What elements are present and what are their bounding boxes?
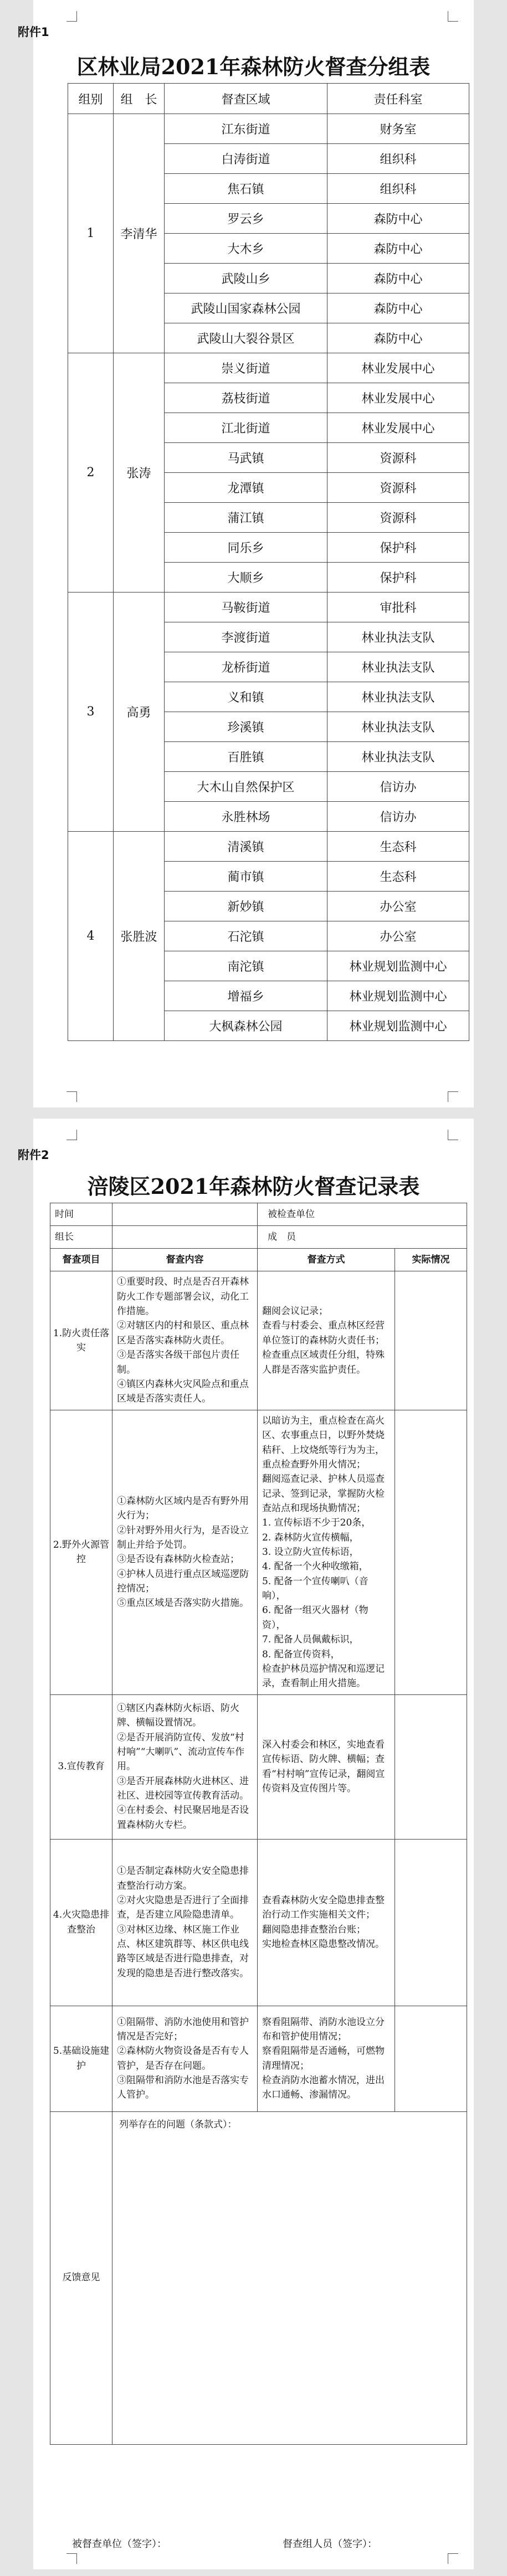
- content-item: ②对辖区内的村和景区、重点林区是否落实森林防火责任。: [117, 1320, 249, 1346]
- section-content: [112, 1839, 258, 2006]
- area-cell: 白涛街道: [165, 144, 327, 174]
- crop-mark: [66, 1130, 77, 1140]
- content-item: ③是否设有森林防火检查站；: [117, 1554, 239, 1565]
- dept-cell: 资源科: [327, 443, 469, 473]
- dept-cell: 森防中心: [327, 323, 469, 353]
- dept-cell: 森防中心: [327, 293, 469, 323]
- feedback-hint: 列举存在的问题（条款式）：: [119, 2119, 237, 2130]
- crop-mark: [66, 1091, 77, 1102]
- unit-label: 被检查单位: [258, 1203, 467, 1226]
- area-cell: 大顺乡: [165, 563, 327, 593]
- member-label: 成 员: [258, 1226, 467, 1249]
- page-1: [18, 0, 474, 1107]
- page-title: 区林业局2021年森林防火督查分组表: [76, 54, 431, 79]
- header-cell: 督查区域: [165, 84, 327, 114]
- dept-cell: 办公室: [327, 921, 469, 951]
- page-2: [18, 1119, 474, 2569]
- attachment-label: 附件2: [18, 1148, 49, 1162]
- area-cell: 同乐乡: [165, 533, 327, 563]
- actual-situation-cell[interactable]: [395, 1271, 467, 1410]
- section-content: [112, 2006, 258, 2111]
- content-item: ①阻隔带、消防水池使用和管护情况是否完好；: [117, 2016, 249, 2042]
- dept-cell: 组织科: [327, 144, 469, 174]
- group-leader: 李清华: [114, 114, 165, 353]
- section-row: [50, 2006, 467, 2111]
- section-row: [50, 1410, 467, 1695]
- actual-situation-cell[interactable]: [395, 1839, 467, 2006]
- method-item: 察看阻隔带、消防水池设立分布和管护使用情况；: [262, 2016, 385, 2042]
- dept-cell: 保护科: [327, 533, 469, 563]
- header-cell: 责任科室: [327, 84, 469, 114]
- dept-cell: 林业发展中心: [327, 413, 469, 443]
- grouping-table: [68, 83, 469, 1041]
- dept-cell: 林业规划监测中心: [327, 1011, 469, 1041]
- method-item: 深入村委会和林区，实地查看宣传标语、防火牌、横幅；查看“村村响”宣传记录，翻阅宣传资料及宣传图片等。: [262, 1739, 385, 1794]
- record-table: [50, 1203, 467, 2445]
- crop-mark: [448, 11, 458, 22]
- section-name: 2.野外火源管控: [50, 1410, 112, 1695]
- dept-cell: 林业规划监测中心: [327, 951, 469, 981]
- method-item: 检查护林员巡护情况和巡逻记录，查看制止用火措施。: [262, 1663, 385, 1689]
- section-row: [50, 1694, 467, 1839]
- crop-mark: [448, 2553, 458, 2564]
- section-name: 4.火灾隐患排查整治: [50, 1839, 112, 2006]
- method-item: 翻阅隐患排查整治台账；: [262, 1924, 366, 1935]
- method-item: 1. 宣传标语不少于20条，: [262, 1517, 371, 1529]
- dept-cell: 林业执法支队: [327, 652, 469, 682]
- table-header-row: [68, 84, 469, 114]
- group-number: 3: [68, 593, 114, 832]
- section-name: 3.宣传教育: [50, 1694, 112, 1839]
- area-cell: 江东街道: [165, 114, 327, 144]
- method-item: 以暗访为主，重点检查在高火区、农事重点日，以野外焚烧秸秆、上坟烧纸等行为为主，重点检查野外用火情况；: [262, 1415, 385, 1471]
- content-item: ②针对野外用火行为，是否设立制止并给予处罚。: [117, 1524, 249, 1550]
- section-row: [50, 1271, 467, 1410]
- info-row: [50, 1226, 467, 1249]
- area-cell: 南沱镇: [165, 951, 327, 981]
- area-cell: 焦石镇: [165, 174, 327, 204]
- method-item: 检查消防水池蓄水情况，进出水口通畅、渗漏情况。: [262, 2074, 385, 2101]
- group-leader: 高勇: [114, 593, 165, 832]
- section-method: [258, 1271, 395, 1410]
- method-item: 4. 配备一个火种收缴箱，: [262, 1561, 368, 1573]
- section-name: 5.基础设施建护: [50, 2006, 112, 2111]
- dept-cell: 森防中心: [327, 234, 469, 264]
- method-item: 翻阅会议记录；: [262, 1306, 328, 1317]
- dept-cell: 资源科: [327, 473, 469, 503]
- content-item: ②对火灾隐患是否进行了全面排查，是否建立风险隐患清单。: [117, 1894, 249, 1921]
- method-item: 3. 设立防火宣传标语，: [262, 1547, 359, 1558]
- header-cell: 督查内容: [112, 1249, 258, 1271]
- group-leader: 张涛: [114, 353, 165, 593]
- method-item: 实地检查林区隐患整改情况。: [262, 1938, 385, 1950]
- area-cell: 崇义街道: [165, 353, 327, 383]
- dept-cell: 生态科: [327, 832, 469, 862]
- method-item: 查看与村委会、重点林区经营单位签订的森林防火责任书；检查重点区域责任分组，特殊人群是否落实监护责任。: [262, 1320, 385, 1375]
- content-item: ④护林人员进行重点区域巡逻防控情况；: [117, 1568, 249, 1594]
- method-item: 5. 配备一个宣传喇叭（音响），: [262, 1575, 368, 1602]
- dept-cell: 信访办: [327, 802, 469, 832]
- content-item: ①是否制定森林防火安全隐患排查整治行动方案。: [117, 1866, 249, 1892]
- crop-mark: [448, 1130, 458, 1140]
- dept-cell: 林业执法支队: [327, 712, 469, 742]
- content-item: ②是否开展消防宣传、发放“村村响”“大喇叭”、流动宣传车作用。: [117, 1732, 245, 1773]
- section-method: [258, 2006, 395, 2111]
- area-cell: 增福乡: [165, 981, 327, 1011]
- area-cell: 蔺市镇: [165, 862, 327, 892]
- group-number: 1: [68, 114, 114, 353]
- method-item: 查看森林防火安全隐患排查整治行动工作实施相关文件；: [262, 1894, 385, 1921]
- content-item: ③阻隔带和消防水池是否落实专人管护。: [117, 2074, 249, 2101]
- area-cell: 武陵山乡: [165, 264, 327, 293]
- method-item: 2. 森林防火宣传横幅，: [262, 1532, 359, 1543]
- area-cell: 龙潭镇: [165, 473, 327, 503]
- dept-cell: 信访办: [327, 772, 469, 802]
- section-name: 1.防火责任落实: [50, 1271, 112, 1410]
- table-header-row: [50, 1249, 467, 1271]
- header-cell: 实际情况: [395, 1249, 467, 1271]
- info-row: [50, 1203, 467, 1226]
- content-item: ③对林区边缘、林区施工作业点、林区建筑群等、林区供电线路等区域是否进行隐患排查，对发现的隐患是否进行整改落实。: [117, 1924, 249, 1979]
- area-cell: 蒲江镇: [165, 503, 327, 533]
- area-cell: 珍溪镇: [165, 712, 327, 742]
- area-cell: 大木乡: [165, 234, 327, 264]
- dept-cell: 林业执法支队: [327, 622, 469, 652]
- actual-situation-cell[interactable]: [395, 1410, 467, 1695]
- method-item: 6. 配备一组灭火器材（物资），: [262, 1605, 368, 1631]
- leader-label: 组长: [50, 1226, 112, 1249]
- area-cell: 石沱镇: [165, 921, 327, 951]
- attachment-label: 附件1: [18, 25, 49, 39]
- section-method: [258, 1839, 395, 2006]
- section-content: [112, 1694, 258, 1839]
- area-cell: 新妙镇: [165, 892, 327, 921]
- actual-situation-cell[interactable]: [395, 1694, 467, 1839]
- feedback-field[interactable]: [112, 2111, 467, 2444]
- dept-cell: 保护科: [327, 563, 469, 593]
- dept-cell: 林业规划监测中心: [327, 981, 469, 1011]
- area-cell: 清溪镇: [165, 832, 327, 862]
- area-cell: 荔枝街道: [165, 383, 327, 413]
- crop-mark: [448, 1091, 458, 1102]
- content-item: ①辖区内森林防火标语、防火牌、横幅设置情况。: [117, 1702, 239, 1729]
- area-cell: 武陵山国家森林公园: [165, 293, 327, 323]
- group-number: 2: [68, 353, 114, 593]
- content-item: ①重要时段、时点是否召开森林防火工作专题部署会议，动化工作措施。: [117, 1276, 249, 1317]
- content-item: ⑤重点区域是否落实防火措施。: [117, 1598, 249, 1609]
- dept-cell: 办公室: [327, 892, 469, 921]
- feedback-label: 反馈意见: [50, 2111, 112, 2444]
- table-row: [68, 114, 469, 144]
- area-cell: 罗云乡: [165, 204, 327, 234]
- dept-cell: 组织科: [327, 174, 469, 204]
- content-item: ④在村委会、村民聚居地是否设置森林防火专栏。: [117, 1805, 249, 1831]
- area-cell: 大木山自然保护区: [165, 772, 327, 802]
- area-cell: 义和镇: [165, 682, 327, 712]
- area-cell: 大枫森林公园: [165, 1011, 327, 1041]
- table-row: [68, 593, 469, 622]
- sign-unit-label: 被督查单位（签字）：: [72, 2538, 167, 2550]
- sign-group-label: 督查组人员（签字）：: [283, 2538, 377, 2550]
- actual-situation-cell[interactable]: [395, 2006, 467, 2111]
- section-method: [258, 1694, 395, 1839]
- leader-field[interactable]: [112, 1226, 258, 1249]
- dept-cell: 生态科: [327, 862, 469, 892]
- header-cell: 督查方式: [258, 1249, 395, 1271]
- area-cell: 武陵山大裂谷景区: [165, 323, 327, 353]
- section-content: [112, 1410, 258, 1695]
- header-cell: 组别: [68, 84, 114, 114]
- page-title: 涪陵区2021年森林防火督查记录表: [87, 1174, 420, 1199]
- method-item: 8. 配备宣传资料，: [262, 1648, 340, 1660]
- area-cell: 永胜林场: [165, 802, 327, 832]
- content-item: ①森林防火区域内是否有野外用火行为；: [117, 1495, 249, 1522]
- crop-mark: [66, 2553, 77, 2564]
- area-cell: 马鞍街道: [165, 593, 327, 622]
- method-item: 7. 配备人员佩戴标识，: [262, 1634, 359, 1646]
- page-gap: [0, 1107, 507, 1119]
- area-cell: 江北街道: [165, 413, 327, 443]
- table-row: [68, 353, 469, 383]
- group-number: 4: [68, 832, 114, 1041]
- time-field[interactable]: [112, 1203, 258, 1226]
- method-item: 察看阻隔带是否通畅，可燃物清理情况；: [262, 2046, 385, 2072]
- header-cell: 组 长: [114, 84, 165, 114]
- header-cell: 督查项目: [50, 1249, 112, 1271]
- dept-cell: 森防中心: [327, 264, 469, 293]
- dept-cell: 森防中心: [327, 204, 469, 234]
- dept-cell: 林业发展中心: [327, 353, 469, 383]
- section-row: [50, 1839, 467, 2006]
- dept-cell: 林业执法支队: [327, 742, 469, 772]
- crop-mark: [66, 11, 77, 22]
- content-item: ③是否开展森林防火进林区、进社区、进校园等宣传教育活动。: [117, 1775, 249, 1802]
- section-content: [112, 1271, 258, 1410]
- method-item: 翻阅巡查记录、护林人员巡查记录、签到记录，掌握防火检查站点和现场执勤情况；: [262, 1474, 385, 1514]
- dept-cell: 审批科: [327, 593, 469, 622]
- feedback-row: [50, 2111, 467, 2444]
- dept-cell: 资源科: [327, 503, 469, 533]
- area-cell: 李渡街道: [165, 622, 327, 652]
- area-cell: 马武镇: [165, 443, 327, 473]
- dept-cell: 林业发展中心: [327, 383, 469, 413]
- area-cell: 百胜镇: [165, 742, 327, 772]
- dept-cell: 财务室: [327, 114, 469, 144]
- content-item: ③是否落实各级干部包片责任制。: [117, 1349, 239, 1375]
- time-label: 时间: [50, 1203, 112, 1226]
- dept-cell: 林业执法支队: [327, 682, 469, 712]
- section-method: [258, 1410, 395, 1695]
- area-cell: 龙桥街道: [165, 652, 327, 682]
- content-item: ④镇区内森林火灾风险点和重点区域是否落实责任人。: [117, 1378, 249, 1405]
- group-leader: 张胜波: [114, 832, 165, 1041]
- table-row: [68, 832, 469, 862]
- content-item: ②森林防火物资设备是否有专人管护，是否存在问题。: [117, 2046, 249, 2072]
